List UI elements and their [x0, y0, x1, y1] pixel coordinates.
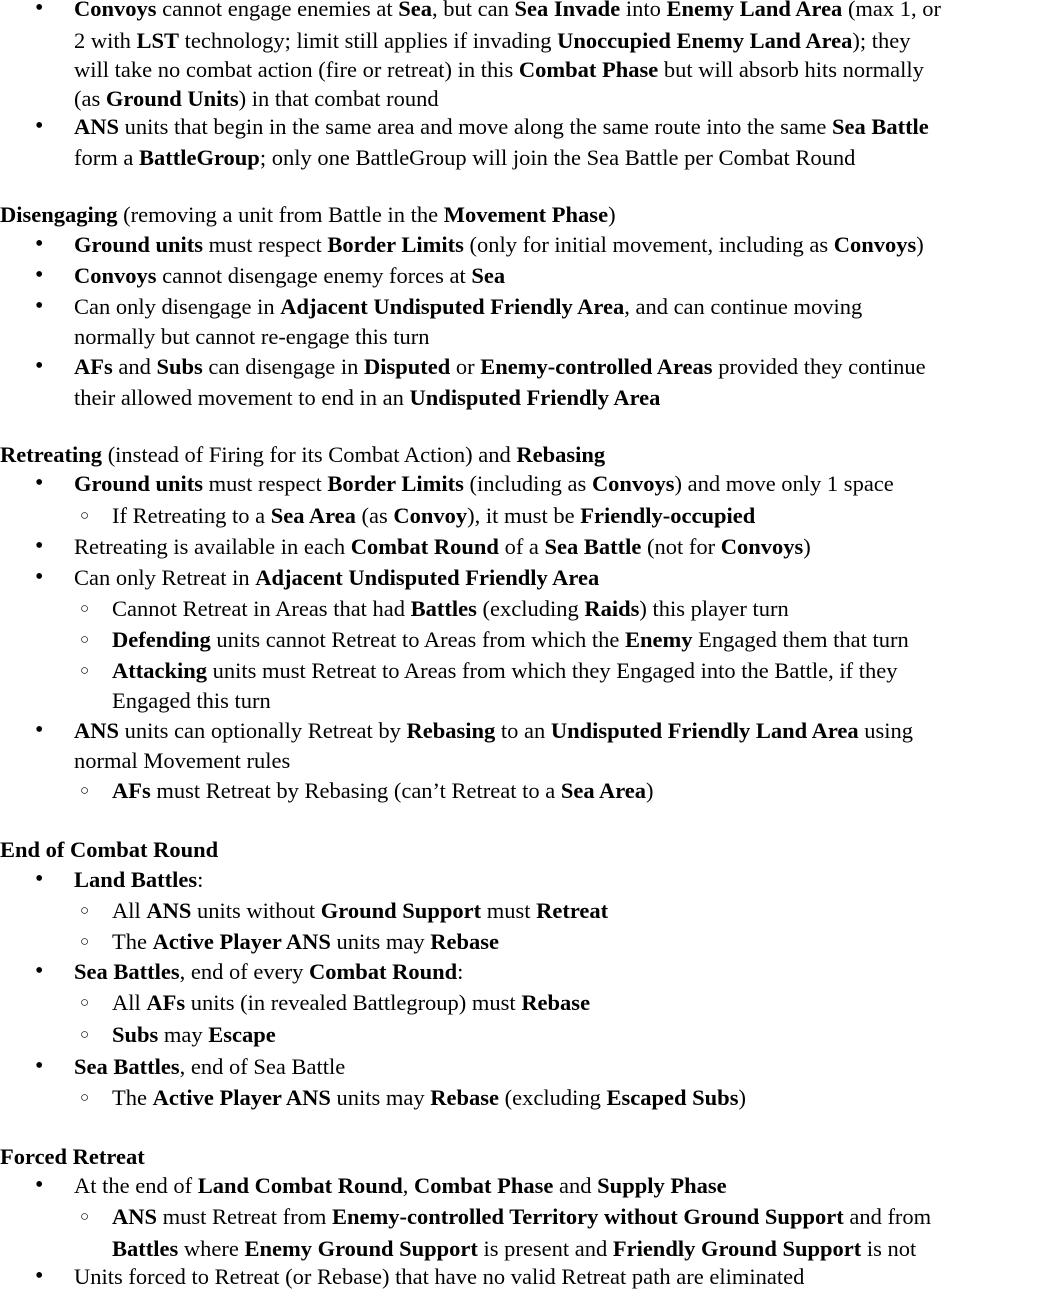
list-item-line: [74, 716, 913, 745]
text-run: ) this player turn: [639, 596, 789, 621]
section-heading: [0, 1142, 145, 1171]
bold-term: Rebasing: [406, 718, 496, 743]
bullet-icon: •: [35, 113, 44, 139]
bullet-icon: •: [35, 0, 44, 21]
list-item-line: [74, 865, 203, 894]
text-run: ): [738, 1085, 746, 1110]
bold-term: Attacking: [112, 658, 207, 683]
list-item-line: [74, 26, 911, 55]
bold-term: ANS: [112, 1204, 158, 1229]
text-run: :: [457, 959, 464, 984]
list-item-line: [74, 112, 929, 141]
list-item-line: [74, 84, 439, 113]
text-run: provided they continue: [712, 354, 926, 379]
list-item-line: [74, 957, 463, 986]
bold-term: Retreat: [536, 898, 609, 923]
bold-term: Rebasing: [516, 442, 606, 467]
bold-term: End of Combat Round: [0, 837, 219, 862]
bold-term: Friendly Ground Support: [612, 1236, 862, 1261]
bold-term: Disputed: [364, 354, 451, 379]
list-item-line: [112, 1083, 746, 1112]
bold-term: Convoys: [74, 263, 157, 288]
list-item-line: [112, 927, 499, 956]
text-run: ,: [402, 1173, 415, 1198]
bold-term: Sea Battle: [544, 534, 642, 559]
text-run: to an: [495, 718, 551, 743]
list-item-line: [112, 501, 755, 530]
text-run: must: [481, 898, 537, 923]
bold-term: Retreating: [0, 442, 103, 467]
list-item-line: [112, 625, 909, 654]
list-item-line: [112, 594, 789, 623]
bold-term: Combat Round: [308, 959, 458, 984]
bold-term: Border Limits: [327, 232, 464, 257]
text-run: (max 1, or: [842, 0, 942, 21]
text-run: Engaged them that turn: [692, 627, 909, 652]
list-item-line: [74, 230, 924, 259]
bold-term: AFs: [146, 990, 186, 1015]
list-item-line: [112, 1202, 931, 1231]
bold-term: Sea Battle: [831, 114, 929, 139]
bold-term: Raids: [584, 596, 640, 621]
bold-term: Sea: [471, 263, 506, 288]
list-item-line: [74, 1262, 804, 1291]
list-item-line: [74, 1052, 345, 1081]
text-run: using: [858, 718, 914, 743]
bullet-icon: •: [35, 866, 44, 892]
list-item-line: [74, 469, 894, 498]
text-run: Engaged this turn: [112, 688, 271, 713]
bold-term: Sea: [398, 0, 433, 21]
list-item-line: [74, 292, 862, 321]
text-run: may: [158, 1022, 209, 1047]
bold-term: Battles: [112, 1236, 179, 1261]
text-run: , but can: [432, 0, 515, 21]
text-run: must respect: [203, 232, 328, 257]
bold-term: Escape: [208, 1022, 276, 1047]
list-item-line: [112, 1020, 276, 1049]
bold-term: Combat Round: [350, 534, 499, 559]
text-run: 2 with: [74, 28, 137, 53]
text-run: of a: [498, 534, 545, 559]
list-item-line: [112, 656, 897, 685]
text-run: (only for initial movement, including as: [463, 232, 834, 257]
bold-term: Undisputed Friendly Land Area: [550, 718, 859, 743]
bold-term: Unoccupied Enemy Land Area: [557, 28, 853, 53]
list-item-line: [74, 352, 926, 381]
text-run: :: [197, 867, 204, 892]
text-run: normally but cannot re-engage this turn: [74, 324, 430, 349]
sub-bullet-icon: ○: [80, 601, 90, 617]
text-run: ): [803, 534, 811, 559]
bold-term: Enemy Ground Support: [244, 1236, 478, 1261]
text-run: (excluding: [499, 1085, 607, 1110]
text-run: , and can continue moving: [624, 294, 863, 319]
text-run: and from: [843, 1204, 932, 1229]
list-item-line: [112, 686, 271, 715]
bold-term: Ground Units: [105, 86, 239, 111]
list-item-line: [112, 896, 608, 925]
bold-term: Escaped Subs: [606, 1085, 739, 1110]
text-run: is present and: [477, 1236, 613, 1261]
text-run: must Retreat by Rebasing (can’t Retreat to a: [150, 778, 561, 803]
bold-term: Sea Battles: [74, 1054, 180, 1079]
text-run: units (in revealed Battlegroup) must: [185, 990, 522, 1015]
bold-term: ANS: [74, 718, 120, 743]
bullet-icon: •: [35, 717, 44, 743]
text-run: units can optionally Retreat by: [119, 718, 407, 743]
bold-term: Sea Area: [270, 503, 356, 528]
text-run: , end of every: [179, 959, 309, 984]
bold-term: Rebase: [521, 990, 591, 1015]
bold-term: Enemy Land Area: [666, 0, 843, 21]
text-run: must respect: [203, 471, 328, 496]
bold-term: Enemy: [625, 627, 693, 652]
bullet-icon: •: [35, 533, 44, 559]
bold-term: Rebase: [430, 1085, 500, 1110]
bold-term: LST: [136, 28, 180, 53]
bold-term: Land Battles: [74, 867, 198, 892]
list-item-line: [74, 746, 290, 775]
text-run: is not: [861, 1236, 917, 1261]
text-run: (as: [355, 503, 394, 528]
bold-term: Ground units: [74, 232, 204, 257]
bold-term: Enemy-controlled Territory without Ground Support: [331, 1204, 844, 1229]
text-run: (as: [74, 86, 106, 111]
sub-bullet-icon: ○: [80, 632, 90, 648]
text-run: ), it must be: [467, 503, 581, 528]
sub-bullet-icon: ○: [80, 1090, 90, 1106]
bold-term: Combat Phase: [414, 1173, 554, 1198]
text-run: form a: [74, 145, 139, 170]
bold-term: Subs: [156, 354, 203, 379]
bold-term: Active Player ANS: [152, 929, 331, 954]
text-run: Units forced to Retreat (or Rebase) that have no valid Retreat path are eliminated: [74, 1264, 805, 1289]
bold-term: Movement Phase: [443, 202, 609, 227]
bold-term: Convoys: [833, 232, 917, 257]
bullet-icon: •: [35, 293, 44, 319]
text-run: cannot engage enemies at: [156, 0, 399, 21]
bold-term: Adjacent Undisputed Friendly Area: [280, 294, 625, 319]
section-heading: [0, 200, 616, 229]
text-run: (removing a unit from Battle in the: [117, 202, 444, 227]
text-run: If Retreating to a: [112, 503, 271, 528]
bullet-icon: •: [35, 470, 44, 496]
bold-term: Land Combat Round: [197, 1173, 403, 1198]
text-run: or: [450, 354, 481, 379]
bullet-icon: •: [35, 564, 44, 590]
list-item-line: [74, 532, 811, 561]
text-run: Cannot Retreat in Areas that had: [112, 596, 411, 621]
text-run: (instead of Firing for its Combat Action) and: [102, 442, 517, 467]
text-run: into: [620, 0, 667, 21]
text-run: All: [112, 990, 147, 1015]
text-run: units may: [330, 929, 431, 954]
list-item-line: [112, 988, 590, 1017]
bold-term: ANS: [146, 898, 192, 923]
bold-term: Defending: [112, 627, 211, 652]
text-run: units may: [330, 1085, 431, 1110]
sub-bullet-icon: ○: [80, 903, 90, 919]
list-item-line: [74, 563, 599, 592]
list-item-line: [74, 143, 855, 172]
bold-term: Ground Support: [320, 898, 482, 923]
section-heading: [0, 440, 605, 469]
text-run: , end of Sea Battle: [179, 1054, 346, 1079]
text-run: units without: [191, 898, 321, 923]
bold-term: Forced Retreat: [0, 1144, 145, 1169]
list-item-line: [74, 383, 660, 412]
bold-term: BattleGroup: [138, 145, 260, 170]
bold-term: ANS: [74, 114, 120, 139]
bold-term: Friendly-occupied: [580, 503, 756, 528]
bullet-icon: •: [35, 958, 44, 984]
text-run: (excluding: [476, 596, 585, 621]
list-item-line: [74, 55, 924, 84]
bold-term: Undisputed Friendly Area: [409, 385, 661, 410]
text-run: Can only disengage in: [74, 294, 281, 319]
list-item-line: [74, 1171, 727, 1200]
text-run: must Retreat from: [157, 1204, 332, 1229]
text-run: their allowed movement to end in an: [74, 385, 410, 410]
list-item-line: [112, 776, 654, 805]
list-item-line: [112, 1234, 916, 1263]
bullet-icon: •: [35, 1263, 44, 1289]
list-item-line: [74, 322, 430, 351]
text-run: units cannot Retreat to Areas from which the: [210, 627, 626, 652]
bullet-icon: •: [35, 1172, 44, 1198]
bold-term: Sea Invade: [514, 0, 621, 21]
bold-term: Ground units: [74, 471, 204, 496]
bold-term: AFs: [112, 778, 151, 803]
sub-bullet-icon: ○: [80, 663, 90, 679]
text-run: cannot disengage enemy forces at: [156, 263, 472, 288]
list-item-line: [74, 0, 941, 23]
bold-term: Adjacent Undisputed Friendly Area: [255, 565, 600, 590]
text-run: and: [112, 354, 157, 379]
sub-bullet-icon: ○: [80, 783, 90, 799]
bullet-icon: •: [35, 1053, 44, 1079]
bold-term: Subs: [112, 1022, 159, 1047]
bold-term: Convoys: [74, 0, 157, 21]
text-run: and: [553, 1173, 598, 1198]
text-run: The: [112, 929, 153, 954]
sub-bullet-icon: ○: [80, 995, 90, 1011]
bold-term: Active Player ANS: [152, 1085, 331, 1110]
text-run: (not for: [641, 534, 721, 559]
bullet-icon: •: [35, 262, 44, 288]
bold-term: Border Limits: [327, 471, 464, 496]
text-run: ) and move only 1 space: [674, 471, 894, 496]
text-run: ): [646, 778, 654, 803]
text-run: ): [608, 202, 616, 227]
bold-term: Supply Phase: [597, 1173, 727, 1198]
text-run: normal Movement rules: [74, 748, 291, 773]
bold-term: Sea Battles: [74, 959, 180, 984]
text-run: will take no combat action (fire or retreat) in this: [74, 57, 519, 82]
bold-term: Combat Phase: [518, 57, 659, 82]
sub-bullet-icon: ○: [80, 508, 90, 524]
bold-term: Rebase: [430, 929, 500, 954]
text-run: ; only one BattleGroup will join the Sea Battle per Combat Round: [259, 145, 856, 170]
bullet-icon: •: [35, 353, 44, 379]
bold-term: Convoy: [393, 503, 468, 528]
text-run: ); they: [852, 28, 911, 53]
sub-bullet-icon: ○: [80, 1027, 90, 1043]
bold-term: Battles: [410, 596, 477, 621]
bold-term: Disengaging: [0, 202, 118, 227]
text-run: At the end of: [74, 1173, 198, 1198]
text-run: where: [178, 1236, 245, 1261]
text-run: Retreating is available in each: [74, 534, 351, 559]
text-run: (including as: [463, 471, 592, 496]
text-run: but will absorb hits normally: [658, 57, 924, 82]
text-run: Can only Retreat in: [74, 565, 256, 590]
text-run: can disengage in: [202, 354, 364, 379]
text-run: units that begin in the same area and move along the same route into the same: [119, 114, 832, 139]
text-run: ) in that combat round: [238, 86, 439, 111]
bold-term: Enemy-controlled Areas: [480, 354, 713, 379]
text-run: technology; limit still applies if invading: [179, 28, 558, 53]
bullet-icon: •: [35, 231, 44, 257]
text-run: units must Retreat to Areas from which they Engaged into the Battle, if they: [207, 658, 898, 683]
bold-term: Sea Area: [560, 778, 647, 803]
bold-term: Convoys: [591, 471, 675, 496]
text-run: The: [112, 1085, 153, 1110]
text-run: All: [112, 898, 147, 923]
bold-term: AFs: [74, 354, 113, 379]
bold-term: Convoys: [720, 534, 804, 559]
sub-bullet-icon: ○: [80, 1209, 90, 1225]
text-run: ): [916, 232, 924, 257]
sub-bullet-icon: ○: [80, 934, 90, 950]
list-item-line: [74, 261, 505, 290]
section-heading: [0, 835, 218, 864]
